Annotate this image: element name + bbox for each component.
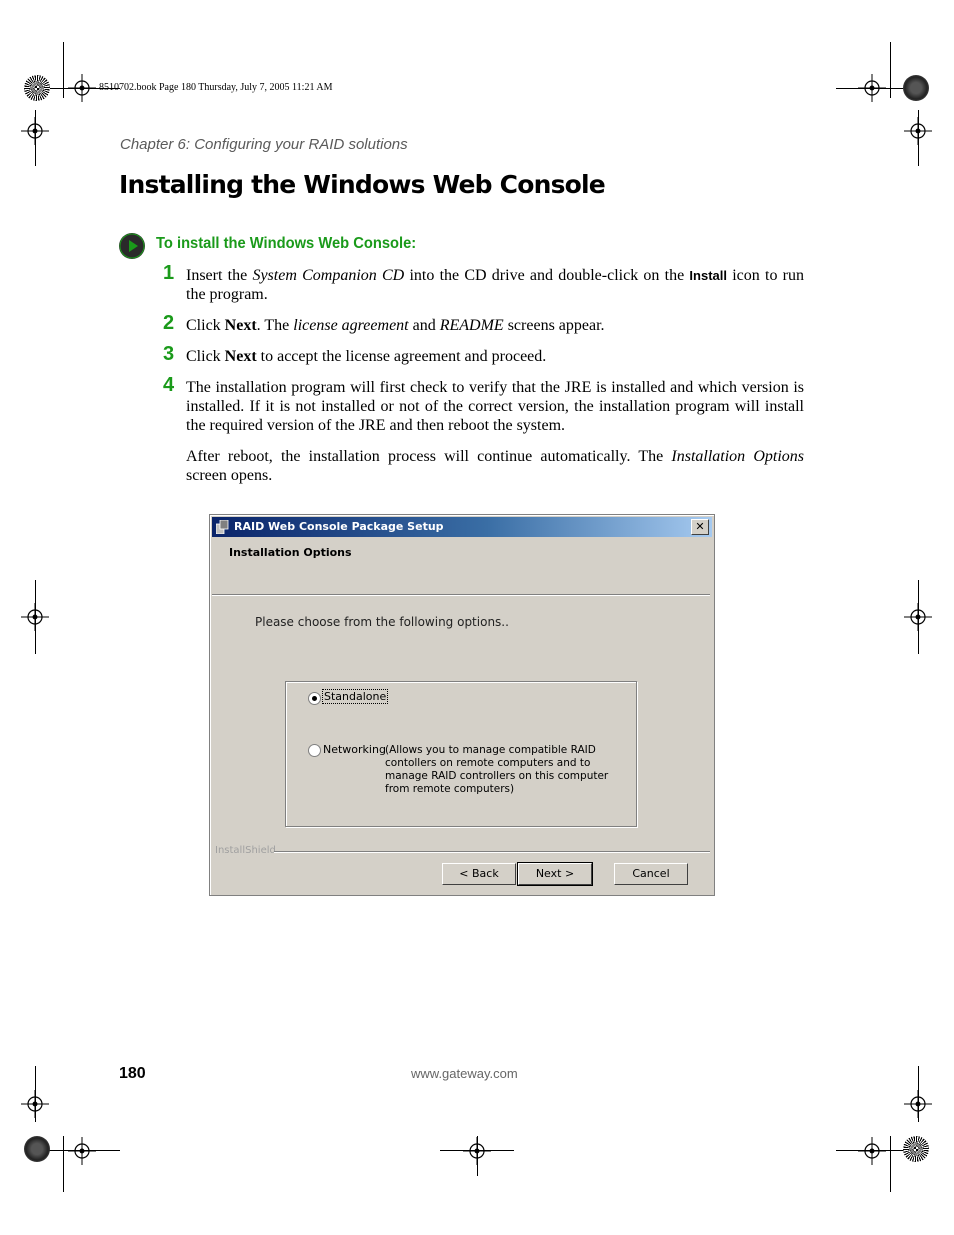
- crop-mark: [890, 42, 891, 98]
- divider: [212, 594, 710, 596]
- registration-mark-icon: [21, 603, 49, 631]
- step-number: 4: [163, 374, 175, 396]
- setup-app-icon: [216, 520, 229, 534]
- color-rosette-icon: [24, 1136, 50, 1162]
- cancel-button[interactable]: Cancel: [614, 863, 688, 885]
- networking-description: (Allows you to manage compatible RAID contollers on remote computers and to manage RAID controllers on this computer from remote computers): [385, 744, 609, 795]
- close-icon[interactable]: ✕: [691, 519, 709, 535]
- registration-mark-icon: [858, 1137, 886, 1165]
- registration-mark-icon: [68, 74, 96, 102]
- dialog-titlebar: [212, 517, 712, 537]
- step-number: 1: [163, 262, 175, 284]
- registration-mark-icon: [68, 1137, 96, 1165]
- networking-label[interactable]: Networking: [323, 743, 386, 756]
- standalone-label[interactable]: Standalone: [324, 690, 387, 703]
- registration-mark-icon: [21, 1090, 49, 1118]
- step-text: Insert the System Companion CD into the CD drive and double-click on the Install icon to run the program.: [186, 267, 804, 303]
- crop-mark: [63, 42, 64, 98]
- running-header: Chapter 6: Configuring your RAID solutions: [120, 136, 408, 153]
- footer-url: www.gateway.com: [411, 1066, 518, 1081]
- networking-radio[interactable]: [308, 744, 321, 757]
- procedure-heading: To install the Windows Web Console:: [156, 235, 417, 252]
- registration-mark-icon: [904, 117, 932, 145]
- dialog-header: [212, 538, 712, 594]
- registration-mark-icon: [904, 603, 932, 631]
- color-rosette-icon: [903, 75, 929, 101]
- installshield-brand: InstallShield: [215, 845, 276, 856]
- body-paragraph: After reboot, the installation process will continue automatically. The Installation Options screen opens.: [186, 448, 805, 484]
- color-rosette-icon: [24, 75, 50, 101]
- registration-mark-icon: [21, 117, 49, 145]
- registration-mark-icon: [463, 1137, 491, 1165]
- crop-mark: [63, 1136, 64, 1192]
- standalone-radio[interactable]: [308, 692, 321, 705]
- color-rosette-icon: [903, 1136, 929, 1162]
- setup-dialog: [209, 514, 715, 896]
- page-title: Installing the Windows Web Console: [119, 170, 605, 199]
- section-title: Installation Options: [229, 546, 352, 559]
- next-button[interactable]: Next >: [518, 863, 592, 885]
- step-number: 3: [163, 343, 175, 365]
- options-prompt: Please choose from the following options..: [255, 615, 509, 629]
- registration-mark-icon: [858, 74, 886, 102]
- options-group: [285, 681, 637, 827]
- crop-mark: [890, 1136, 891, 1192]
- back-button[interactable]: < Back: [442, 863, 516, 885]
- registration-mark-icon: [904, 1090, 932, 1118]
- divider: [274, 851, 710, 853]
- print-slug: 8510702.book Page 180 Thursday, July 7, 2005 11:21 AM: [99, 82, 333, 93]
- dialog-title: RAID Web Console Package Setup: [234, 520, 444, 533]
- step-text: Click Next to accept the license agreement and proceed.: [186, 348, 547, 365]
- step-text: Click Next. The license agreement and README screens appear.: [186, 317, 605, 334]
- page-number: 180: [119, 1065, 146, 1082]
- play-arrow-icon: [119, 233, 145, 259]
- step-text: The installation program will first check to verify that the JRE is installed and which version is installed. If it is not installed or not of the correct version, the installation program will install the required version of the JRE and then reboot the system.: [186, 379, 804, 434]
- step-number: 2: [163, 312, 175, 334]
